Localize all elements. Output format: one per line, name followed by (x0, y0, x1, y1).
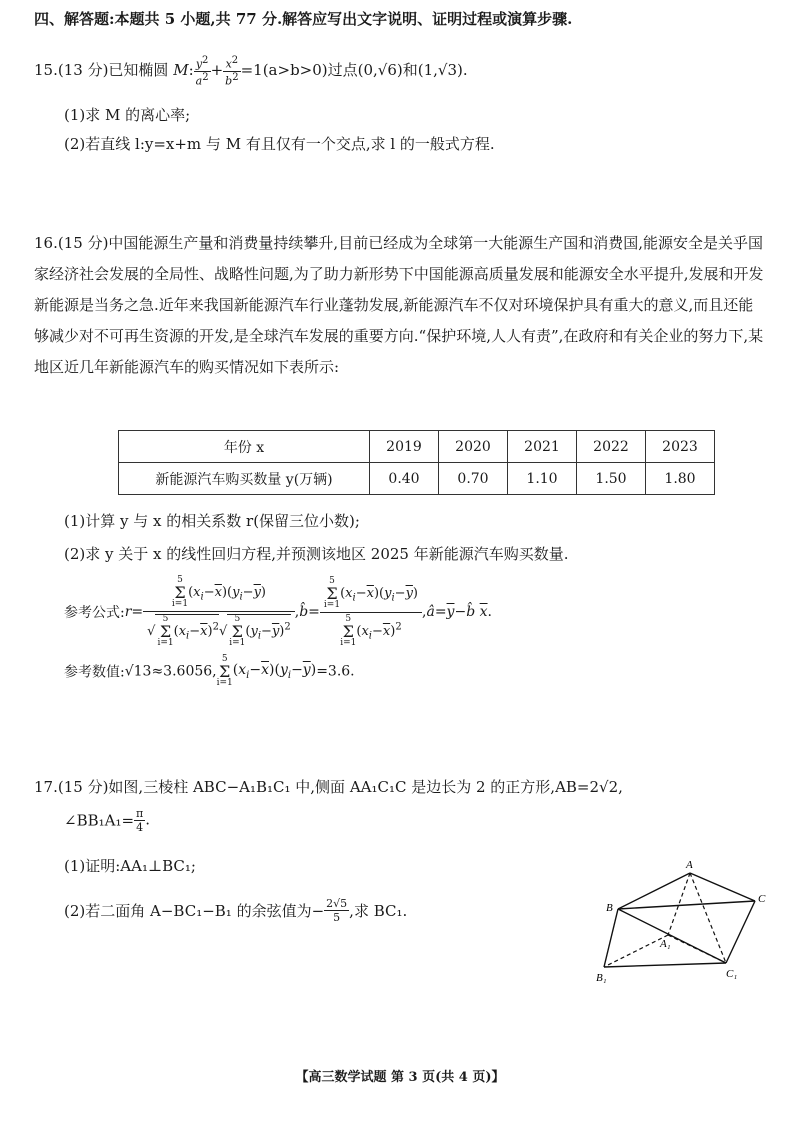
table-cell: 1.10 (508, 463, 577, 495)
q17-score: (15 分) (57, 778, 109, 796)
q15-stem: 15.(13 分)已知椭圆 M: $\frac{y2}{a2}$ + $\frac{x2}{b2}$ =1(a>b>0)过点(0,√6)和(1,√3). (34, 55, 468, 88)
q17-line2: ∠BB₁A₁= $\frac{\pi}{4}$ . (64, 807, 151, 834)
edge-BA (618, 873, 690, 909)
table-label-count: 新能源汽车购买数量 y(万辆) (119, 463, 370, 495)
label-B1: B₁ (596, 972, 607, 984)
q16-score: (15 分) (57, 234, 109, 252)
q17-line1 (34, 776, 623, 797)
q15-part2: (2)若直线 l:y=x+m 与 M 有且仅有一个交点,求 l 的一般式方程. (64, 135, 495, 153)
formula-label: 参考公式: (64, 605, 125, 621)
edge-BB1 (604, 909, 618, 967)
q17-part2 (64, 898, 407, 923)
q16-formula: 参考公式:r= 5 Σ $i=1(x_i-\overline{x})(y_i-\overline{y})$ √5 Σ $i=1(x_i-\overline{x})^2√5$ Σ $i=1(y_i-\overline{y})^2$ ,b̂= 5 Σ $i=1(x_i-\overline{x})(y_i-\overline{y})$ 5 Σ $i=1(x_i-\overline{x})^2$ $,â=\overline{y}-b̂$ $\overline{x}$. (64, 575, 492, 648)
edge-BC (618, 901, 755, 909)
q15-stem-a: 已知椭圆 (108, 61, 169, 80)
q15-stem-b: (a>b>0)过点(0,√6)和(1,√3). (262, 61, 468, 80)
table-cell: 1.80 (646, 463, 715, 495)
table-row-count (119, 463, 715, 495)
q16-number: 16. (34, 234, 58, 252)
edge-A1B1 (604, 935, 668, 967)
label-C1: C₁ (726, 968, 738, 980)
edge-B1C1 (604, 963, 726, 967)
q16-text: 中国能源生产量和消费量持续攀升,目前已经成为全球第一大能源生产国和消费国,能源安全是关乎国家经济社会发展的全局性、战略性问题,为了助力新形势下中国能源高质量发展和能源安全水平提升,发展和开发新能源是当务之急.近年来我国新能源汽车行业蓬勃发展,新能源汽车不仅对环境保护具有重大的意义,而且还能够减少对不可再生资源的开发,是全球汽车发展的重要方向.“保护环境,人人有责”,在政府和有关企业的努力下,某地区近几年新能源汽车的购买情况如下表所示: (34, 234, 764, 376)
table-cell: 2022 (577, 431, 646, 463)
q15-number: 15. (34, 61, 58, 80)
edge-AC (690, 873, 755, 901)
table-cell: 2019 (370, 431, 439, 463)
formula-b: 5 Σ $i=1(x_i-\overline{x})(y_i-\overline{y})$ 5 Σ $i=1(x_i-\overline{x})^2$ (320, 577, 422, 648)
q17-line1-text: 如图,三棱柱 ABC−A₁B₁C₁ 中,侧面 AA₁C₁C 是边长为 2 的正方形,AB=2√2, (108, 778, 623, 796)
table-cell: 2023 (646, 431, 715, 463)
q17-part2-a: (2)若二面角 A−BC₁−B₁ 的余弦值为− (64, 902, 325, 920)
section-heading: 四、解答题:本题共 5 小题,共 77 分.解答应写出文字说明、证明过程或演算步骤. (34, 10, 573, 28)
q17-part1: (1)证明:AA₁⊥BC₁; (64, 857, 196, 875)
q16-part1: (1)计算 y 与 x 的相关系数 r(保留三位小数); (64, 512, 360, 530)
q16-ref-values: 参考数值:√13≈3.6056,5 Σ $i=1(x_i-\overline{x})(y_i-\overline{y})=3.6$. (64, 654, 355, 688)
q15-frac-x: $\frac{x2}{b2}$ (225, 55, 239, 88)
q16-part2: (2)求 y 关于 x 的线性回归方程,并预测该地区 2025 年新能源汽车购买数量. (64, 545, 569, 563)
table-cell: 2021 (508, 431, 577, 463)
label-A: A (686, 859, 693, 871)
q16-data-table (118, 430, 715, 495)
table-row-year (119, 431, 715, 463)
label-C: C (758, 893, 766, 905)
q17-frac-pi: $\frac{\pi}{4}$ (136, 807, 144, 834)
table-cell: 0.40 (370, 463, 439, 495)
q17-number: 17. (34, 778, 58, 796)
ref-label: 参考数值: (64, 664, 125, 681)
q15-frac-y: $\frac{y2}{a2}$ (195, 55, 209, 88)
label-A1: A₁ (660, 938, 671, 950)
prism-figure (590, 855, 770, 990)
q17-angle: ∠BB₁A₁= (64, 811, 135, 830)
q16-paragraph (34, 228, 764, 383)
table-cell: 2020 (439, 431, 508, 463)
page-footer: 【高三数学试题 第 3 页(共 4 页)】 (295, 1070, 505, 1085)
table-label-year: 年份 x (119, 431, 370, 463)
formula-r: 5 Σ $i=1(x_i-\overline{x})(y_i-\overline{y})$ √5 Σ $i=1(x_i-\overline{x})^2√5$ Σ $i=1(y_i-\overline{y})^2$ (143, 576, 295, 648)
ref-a: √13≈3.6056, (124, 663, 217, 680)
q17-frac-cos: $\frac{2√5}{5}$ (326, 897, 348, 924)
edge-CC1 (726, 901, 755, 963)
q17-part2-b: ,求 BC₁. (349, 902, 408, 920)
table-cell: 0.70 (439, 463, 508, 495)
table-cell: 1.50 (577, 463, 646, 495)
ref-b: =3.6. (316, 663, 355, 680)
q15-part1: (1)求 M 的离心率; (64, 106, 191, 124)
edge-BC1 (618, 909, 726, 963)
label-B: B (606, 902, 613, 914)
q15-score: (13 分) (57, 61, 109, 80)
